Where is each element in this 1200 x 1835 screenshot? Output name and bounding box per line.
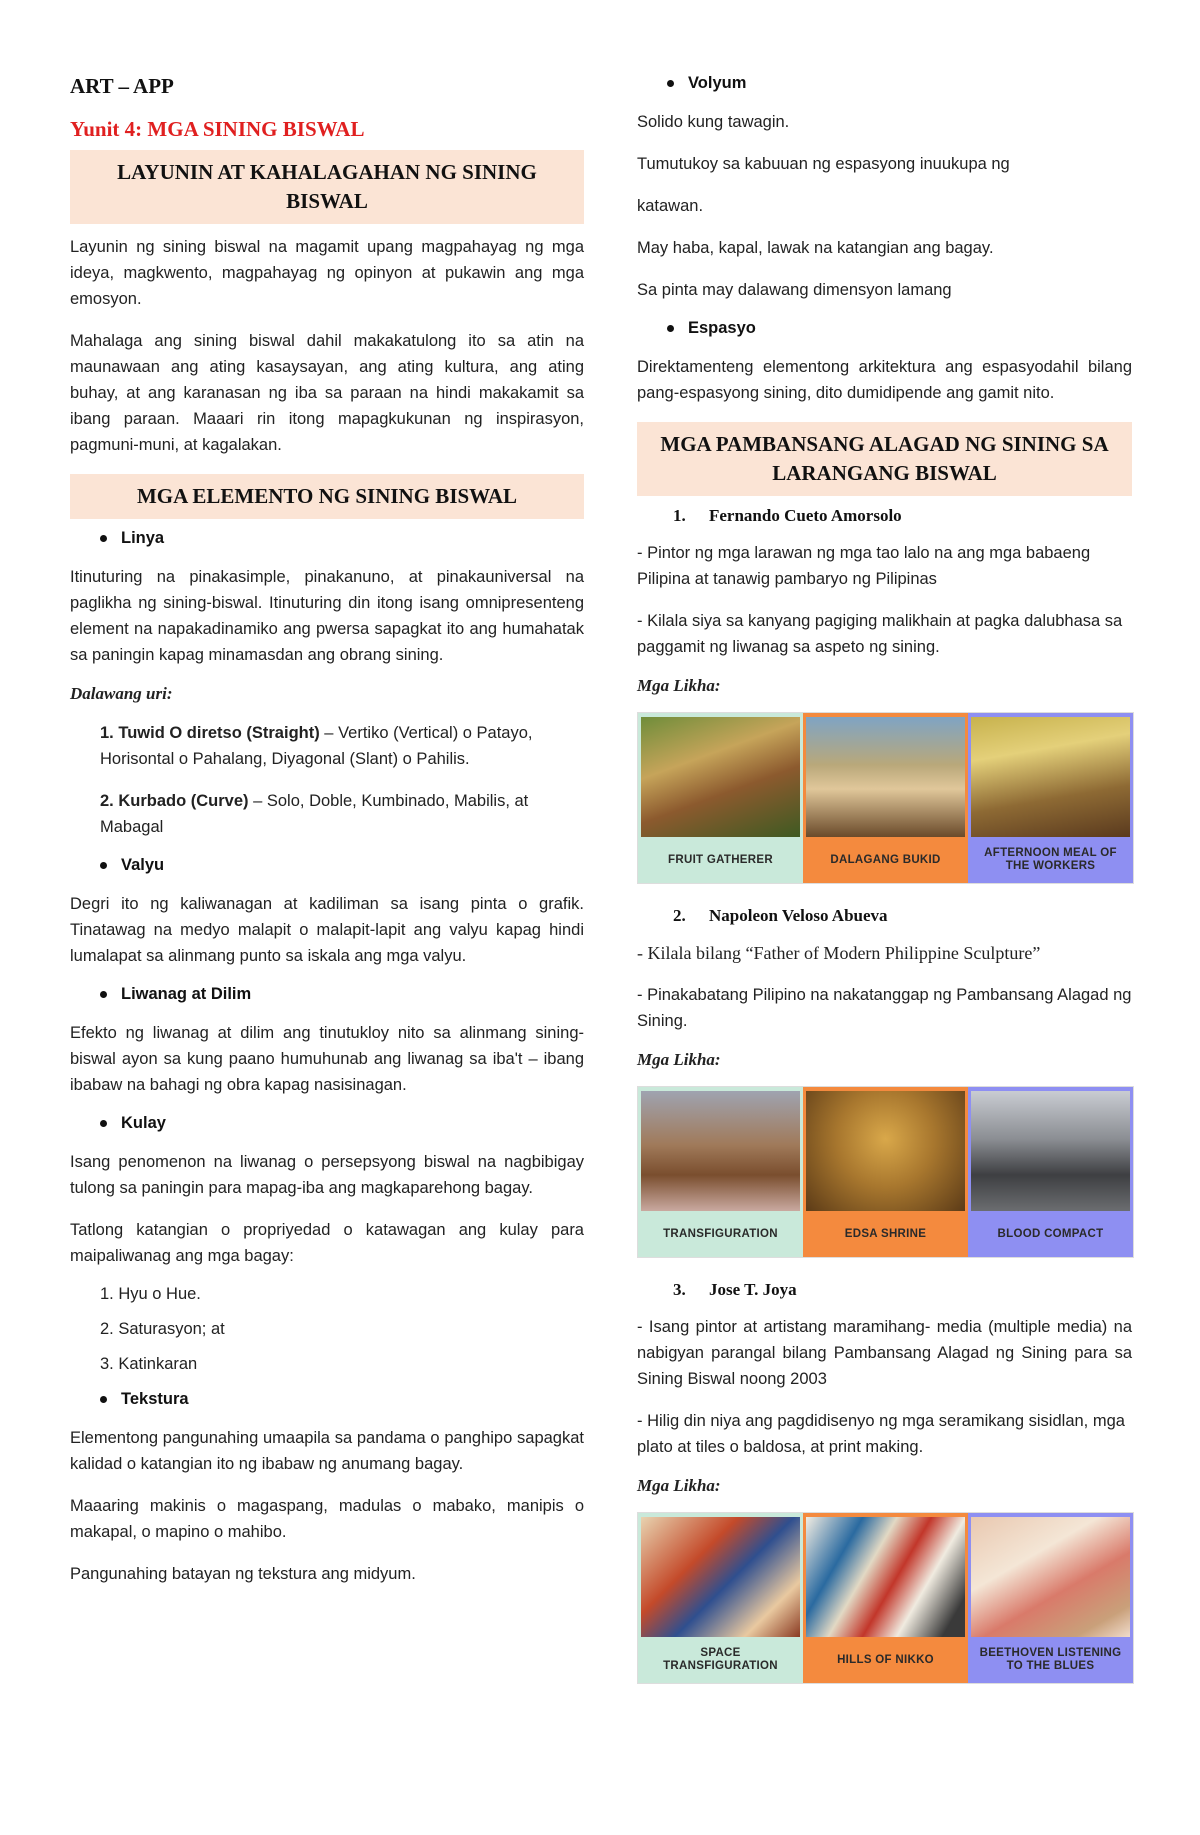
artwork-image bbox=[971, 1517, 1130, 1637]
artwork-card bbox=[638, 1087, 803, 1257]
bullet-dot-icon bbox=[100, 991, 107, 998]
paragraph: Solido kung tawagin. bbox=[637, 113, 790, 131]
unit-title: Yunit 4: MGA SINING BISWAL bbox=[70, 117, 365, 141]
artwork-caption: DALAGANG BUKID bbox=[830, 853, 941, 866]
artwork-card bbox=[968, 1087, 1133, 1257]
list-item: 2. Kurbado (Curve) – Solo, Doble, Kumbinado, Mabilis, at Mabagal bbox=[100, 792, 529, 836]
bullet-dot-icon bbox=[667, 80, 674, 87]
artwork-image bbox=[806, 717, 965, 837]
list-item: 2. Saturasyon; at bbox=[100, 1320, 225, 1338]
paragraph: Mahalaga ang sining biswal dahil makakatulong ito sa atin na maunawaan ang ating kasaysayan, ang ating kultura, ang ating buhay, at ang karanasan ng iba sa paraan na hindi makakamit sa ibang paraan. Maaari rin itong mapagkukunan ng inspirasyon, pagmuni-muni, at kagalakan. bbox=[70, 332, 584, 454]
list-item: 1. Tuwid O diretso (Straight) – Vertiko (Vertical) o Patayo, Horisontal o Pahalang, Diyagonal (Slant) o Pahilis. bbox=[100, 724, 533, 768]
left-column bbox=[70, 70, 584, 1603]
paragraph: Tumutukoy sa kabuuan ng espasyong inuukupa ng bbox=[637, 155, 1010, 173]
artwork-image bbox=[641, 717, 800, 837]
artwork-gallery-joya bbox=[637, 1512, 1134, 1684]
likha-label: Mga Likha: bbox=[637, 676, 721, 695]
artwork-gallery-abueva bbox=[637, 1086, 1134, 1258]
subheading: Dalawang uri: bbox=[70, 684, 173, 703]
artist-name: 1. Fernando Cueto Amorsolo bbox=[673, 506, 902, 525]
paragraph: Pangunahing batayan ng tekstura ang midyum. bbox=[70, 1565, 416, 1583]
paragraph: - Pintor ng mga larawan ng mga tao lalo na ang mga babaeng Pilipina at tanawig pambaryo ng Pilipinas bbox=[637, 544, 1091, 588]
bullet-tekstura: Tekstura bbox=[100, 1390, 584, 1409]
artwork-image bbox=[806, 1517, 965, 1637]
paragraph: - Kilala siya sa kanyang pagiging malikhain at pagka dalubhasa sa paggamit ng liwanag sa aspeto ng sining. bbox=[637, 612, 1123, 656]
likha-label: Mga Likha: bbox=[637, 1476, 721, 1495]
artwork-image bbox=[971, 717, 1130, 837]
artwork-caption: BEETHOVEN LISTENING TO THE BLUES bbox=[979, 1647, 1122, 1672]
artwork-card bbox=[803, 713, 968, 883]
section-heading-elemento: MGA ELEMENTO NG SINING BISWAL bbox=[70, 474, 584, 519]
bullet-dot-icon bbox=[667, 325, 674, 332]
bullet-espasyo: Espasyo bbox=[667, 319, 1132, 338]
likha-label: Mga Likha: bbox=[637, 1050, 721, 1069]
paragraph: Degri ito ng kaliwanagan at kadiliman sa isang pinta o grafik. Tinatawag na medyo malapit o malapit-lapit ang valyu kapag hindi lumalapat sa alinmang punto sa iskala ang mga valyu. bbox=[70, 895, 584, 965]
artwork-card bbox=[803, 1087, 968, 1257]
section-heading-layunin: LAYUNIN AT KAHALAGAHAN NG SINING BISWAL bbox=[70, 150, 584, 224]
artwork-card bbox=[968, 713, 1133, 883]
artist-name: 2. Napoleon Veloso Abueva bbox=[673, 906, 888, 925]
paragraph: - Isang pintor at artistang maramihang- media (multiple media) na nabigyan parangal bilang Pambansang Alagad ng Sining para sa Sining Biswal noong 2003 bbox=[637, 1318, 1132, 1388]
paragraph: May haba, kapal, lawak na katangian ang bagay. bbox=[637, 239, 994, 257]
artwork-caption: EDSA SHRINE bbox=[844, 1227, 927, 1240]
artwork-caption: AFTERNOON MEAL OF THE WORKERS bbox=[984, 847, 1117, 872]
document-title: ART – APP bbox=[70, 74, 174, 98]
artwork-caption: BLOOD COMPACT bbox=[997, 1227, 1104, 1240]
bullet-dot-icon bbox=[100, 1396, 107, 1403]
list-item: 1. Hyu o Hue. bbox=[100, 1285, 201, 1303]
artwork-caption: HILLS OF NIKKO bbox=[837, 1653, 934, 1666]
list-item: 3. Katinkaran bbox=[100, 1355, 198, 1373]
artwork-card bbox=[803, 1513, 968, 1683]
section-heading-alagad: MGA PAMBANSANG ALAGAD NG SINING SA LARANGANG BISWAL bbox=[637, 422, 1132, 496]
artwork-caption: SPACE TRANSFIGURATION bbox=[663, 1647, 778, 1672]
bullet-kulay: Kulay bbox=[100, 1114, 584, 1133]
artwork-card bbox=[638, 1513, 803, 1683]
artwork-image bbox=[806, 1091, 965, 1211]
bullet-dot-icon bbox=[100, 862, 107, 869]
artist-name: 3. Jose T. Joya bbox=[673, 1280, 797, 1299]
paragraph: Itinuturing na pinakasimple, pinakanuno, at pinakauniversal na paglikha ng sining-biswal. Itinuturing din itong isang omnipresenteng element na napakadinamiko ang pwersa sapagkat ito ang humahatak sa paningin kapag minamasdan ang obrang sining. bbox=[70, 568, 584, 664]
bullet-valyu: Valyu bbox=[100, 856, 584, 875]
bullet-liwanag: Liwanag at Dilim bbox=[100, 985, 584, 1004]
bullet-dot-icon bbox=[100, 1120, 107, 1127]
paragraph: - Hilig din niya ang pagdidisenyo ng mga seramikang sisidlan, mga plato at tiles o baldosa, at print making. bbox=[637, 1412, 1125, 1456]
artwork-gallery-amorsolo bbox=[637, 712, 1134, 884]
artwork-caption: FRUIT GATHERER bbox=[668, 853, 773, 866]
paragraph: Elementong pangunahing umaapila sa pandama o panghipo sapagkat kalidad o katangian ito ng ibabaw ng anumang bagay. bbox=[70, 1429, 584, 1473]
paragraph: Efekto ng liwanag at dilim ang tinutukloy nito sa alinmang sining-biswal ayon sa kung paano humuhunab ang liwanag sa iba't – ibang ibabaw na bahagi ng obra kapag nasisinagan. bbox=[70, 1024, 584, 1094]
bullet-volyum: Volyum bbox=[667, 74, 1132, 93]
bullet-dot-icon bbox=[100, 535, 107, 542]
paragraph: Maaaring makinis o magaspang, madulas o mabako, manipis o makapal, o mapino o mahibo. bbox=[70, 1497, 584, 1541]
paragraph: Sa pinta may dalawang dimensyon lamang bbox=[637, 281, 952, 299]
artwork-image bbox=[641, 1091, 800, 1211]
right-column bbox=[637, 70, 1132, 1706]
artwork-card bbox=[638, 713, 803, 883]
paragraph: - Pinakabatang Pilipino na nakatanggap ng Pambansang Alagad ng Sining. bbox=[637, 986, 1132, 1030]
bullet-linya: Linya bbox=[100, 529, 584, 548]
artwork-image bbox=[971, 1091, 1130, 1211]
artwork-image bbox=[641, 1517, 800, 1637]
artwork-card bbox=[968, 1513, 1133, 1683]
paragraph: Isang penomenon na liwanag o persepsyong biswal na nagbibigay tulong sa paningin para mapag-iba ang magkaparehong bagay. bbox=[70, 1153, 584, 1197]
paragraph: katawan. bbox=[637, 197, 704, 215]
paragraph: Direktamenteng elementong arkitektura ang espasyodahil bilang pang-espasyong sining, dito dumidipende ang gamit nito. bbox=[637, 358, 1132, 402]
paragraph: Layunin ng sining biswal na magamit upang magpahayag ng mga ideya, magkwento, magpahayag ng opinyon at pukawin ang mga emosyon. bbox=[70, 238, 584, 308]
artwork-caption: TRANSFIGURATION bbox=[663, 1227, 778, 1240]
paragraph: - Kilala bilang “Father of Modern Philippine Sculpture” bbox=[637, 943, 1041, 963]
paragraph: Tatlong katangian o propriyedad o katawagan ang kulay para maipaliwanag ang mga bagay: bbox=[70, 1221, 584, 1265]
